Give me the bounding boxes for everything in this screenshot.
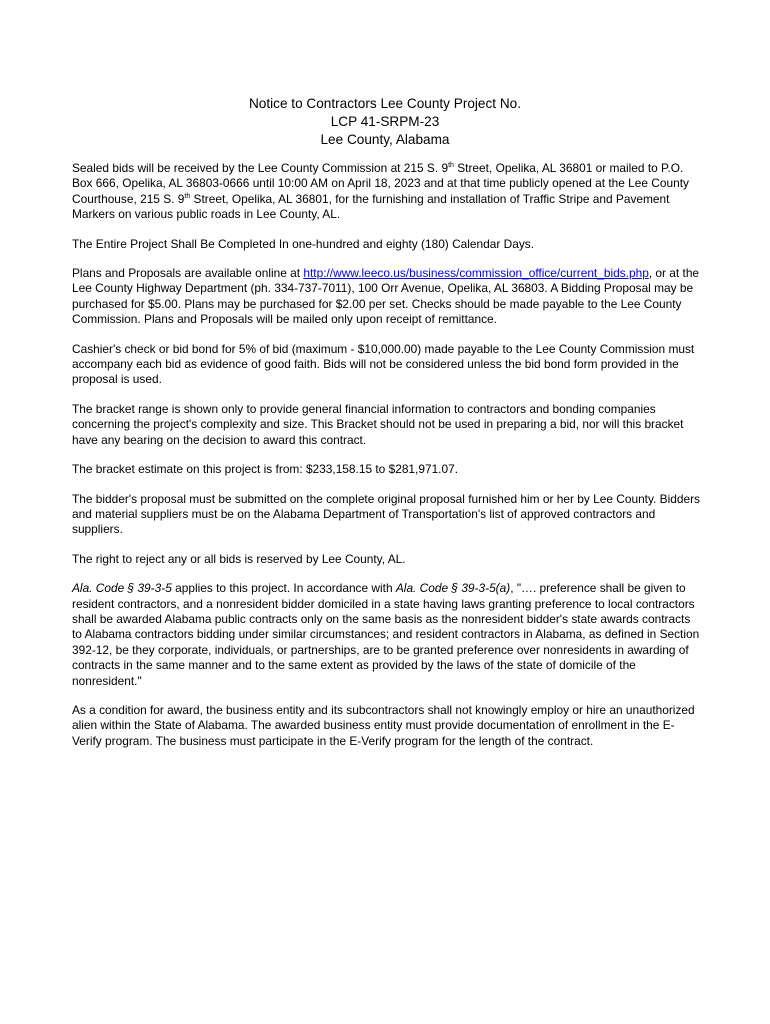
paragraph-sealed-bids	[72, 161, 700, 223]
paragraph-bid-bond: Cashier's check or bid bond for 5% of bid (maximum - $10,000.00) made payable to the Lee County Commission must accompany each bid as evidence of good faith. Bids will not be considered unless the bid bond form provided in the proposal is used.	[72, 341, 695, 387]
p1-text-c: Street, Opelika, AL 36801, for the furnishing and installation of Traffic Stripe and Pavement Markers on various public roads in Lee County, AL.	[72, 191, 670, 222]
paragraph-ala-code	[72, 581, 700, 689]
bids-url-link[interactable]: http://www.leeco.us/business/commission_office/current_bids.php	[303, 266, 649, 281]
title-line-1: Notice to Contractors Lee County Project No.	[248, 96, 521, 111]
p1-text-a: Sealed bids will be received by the Lee County Commission at 215 S. 9	[72, 161, 449, 175]
paragraph-bracket-range: The bracket range is shown only to provide general financial information to contractors and bonding companies concerning the project's complexity and size. This Bracket should not be used in preparing a bid, nor will this bracket have any bearing on the decision to award this contract.	[72, 401, 684, 447]
p3-text-b: , or at the Lee County Highway Department (ph. 334-737-7011), 100 Orr Avenue, Opelika, AL 36803. A Bidding Proposal may be purchased for $5.00. Plans may be purchased for $2.00 per set. Checks should be made payable to the Lee County Commission. Plans and Proposals will be mailed only upon receipt of remittance.	[72, 266, 700, 327]
citation-1: Ala. Code § 39-3-5	[72, 581, 172, 596]
paragraph-completion: The Entire Project Shall Be Completed In one-hundred and eighty (180) Calendar Days.	[72, 236, 535, 251]
citation-2: Ala. Code § 39-3-5(a)	[395, 581, 511, 596]
paragraph-bracket-estimate: The bracket estimate on this project is from: $233,158.15 to $281,971.07.	[72, 462, 459, 477]
p1-text-b: Street, Opelika, AL 36801 or mailed to P.O. Box 666, Opelika, AL 36803-0666 until 10:00 AM on April 18, 2023 and at that time publicly opened at the Lee County Courthouse, 215 S. 9	[72, 161, 689, 206]
p9-text-a: applies to this project. In accordance with	[171, 581, 396, 596]
notice-body	[72, 161, 700, 763]
paragraph-right-to-reject: The right to reject any or all bids is reserved by Lee County, AL.	[72, 551, 406, 566]
p3-text-a: Plans and Proposals are available online at	[72, 266, 304, 281]
title-line-3: Lee County, Alabama	[320, 132, 450, 147]
paragraph-plans-proposals	[72, 266, 700, 328]
notice-title	[0, 95, 770, 149]
title-line-2: LCP 41-SRPM-23	[330, 114, 440, 129]
paragraph-bidder-proposal: The bidder's proposal must be submitted on the complete original proposal furnished him or her by Lee County. Bidders and material suppliers must be on the Alabama Department of Transportation's list of approved contractors and suppliers.	[72, 491, 700, 537]
paragraph-e-verify: As a condition for award, the business entity and its subcontractors shall not knowingly employ or hire an unauthorized alien within the State of Alabama. The awarded business entity must provide documentation of enrollment in the E-Verify program. The business must participate in the E-Verify program for the length of the contract.	[72, 702, 695, 748]
p1-superscript-1: th	[448, 162, 454, 170]
p9-text-b: , "…. preference shall be given to resident contractors, and a nonresident bidder domiciled in a state having laws granting preference to local contractors shall be awarded Alabama public contracts only on the same basis as the nonresident bidder's state awards contracts to Alabama contractors bidding under similar circumstances; and resident contractors in Alabama, as defined in Section 392-12, be they corporate, individuals, or partnerships, are to be granted preference over nonresidents in awarding of contracts in the same manner and to the same extent as provided by the laws of the state of domicile of the nonresident."	[72, 581, 700, 688]
p1-superscript-2: th	[184, 192, 191, 200]
